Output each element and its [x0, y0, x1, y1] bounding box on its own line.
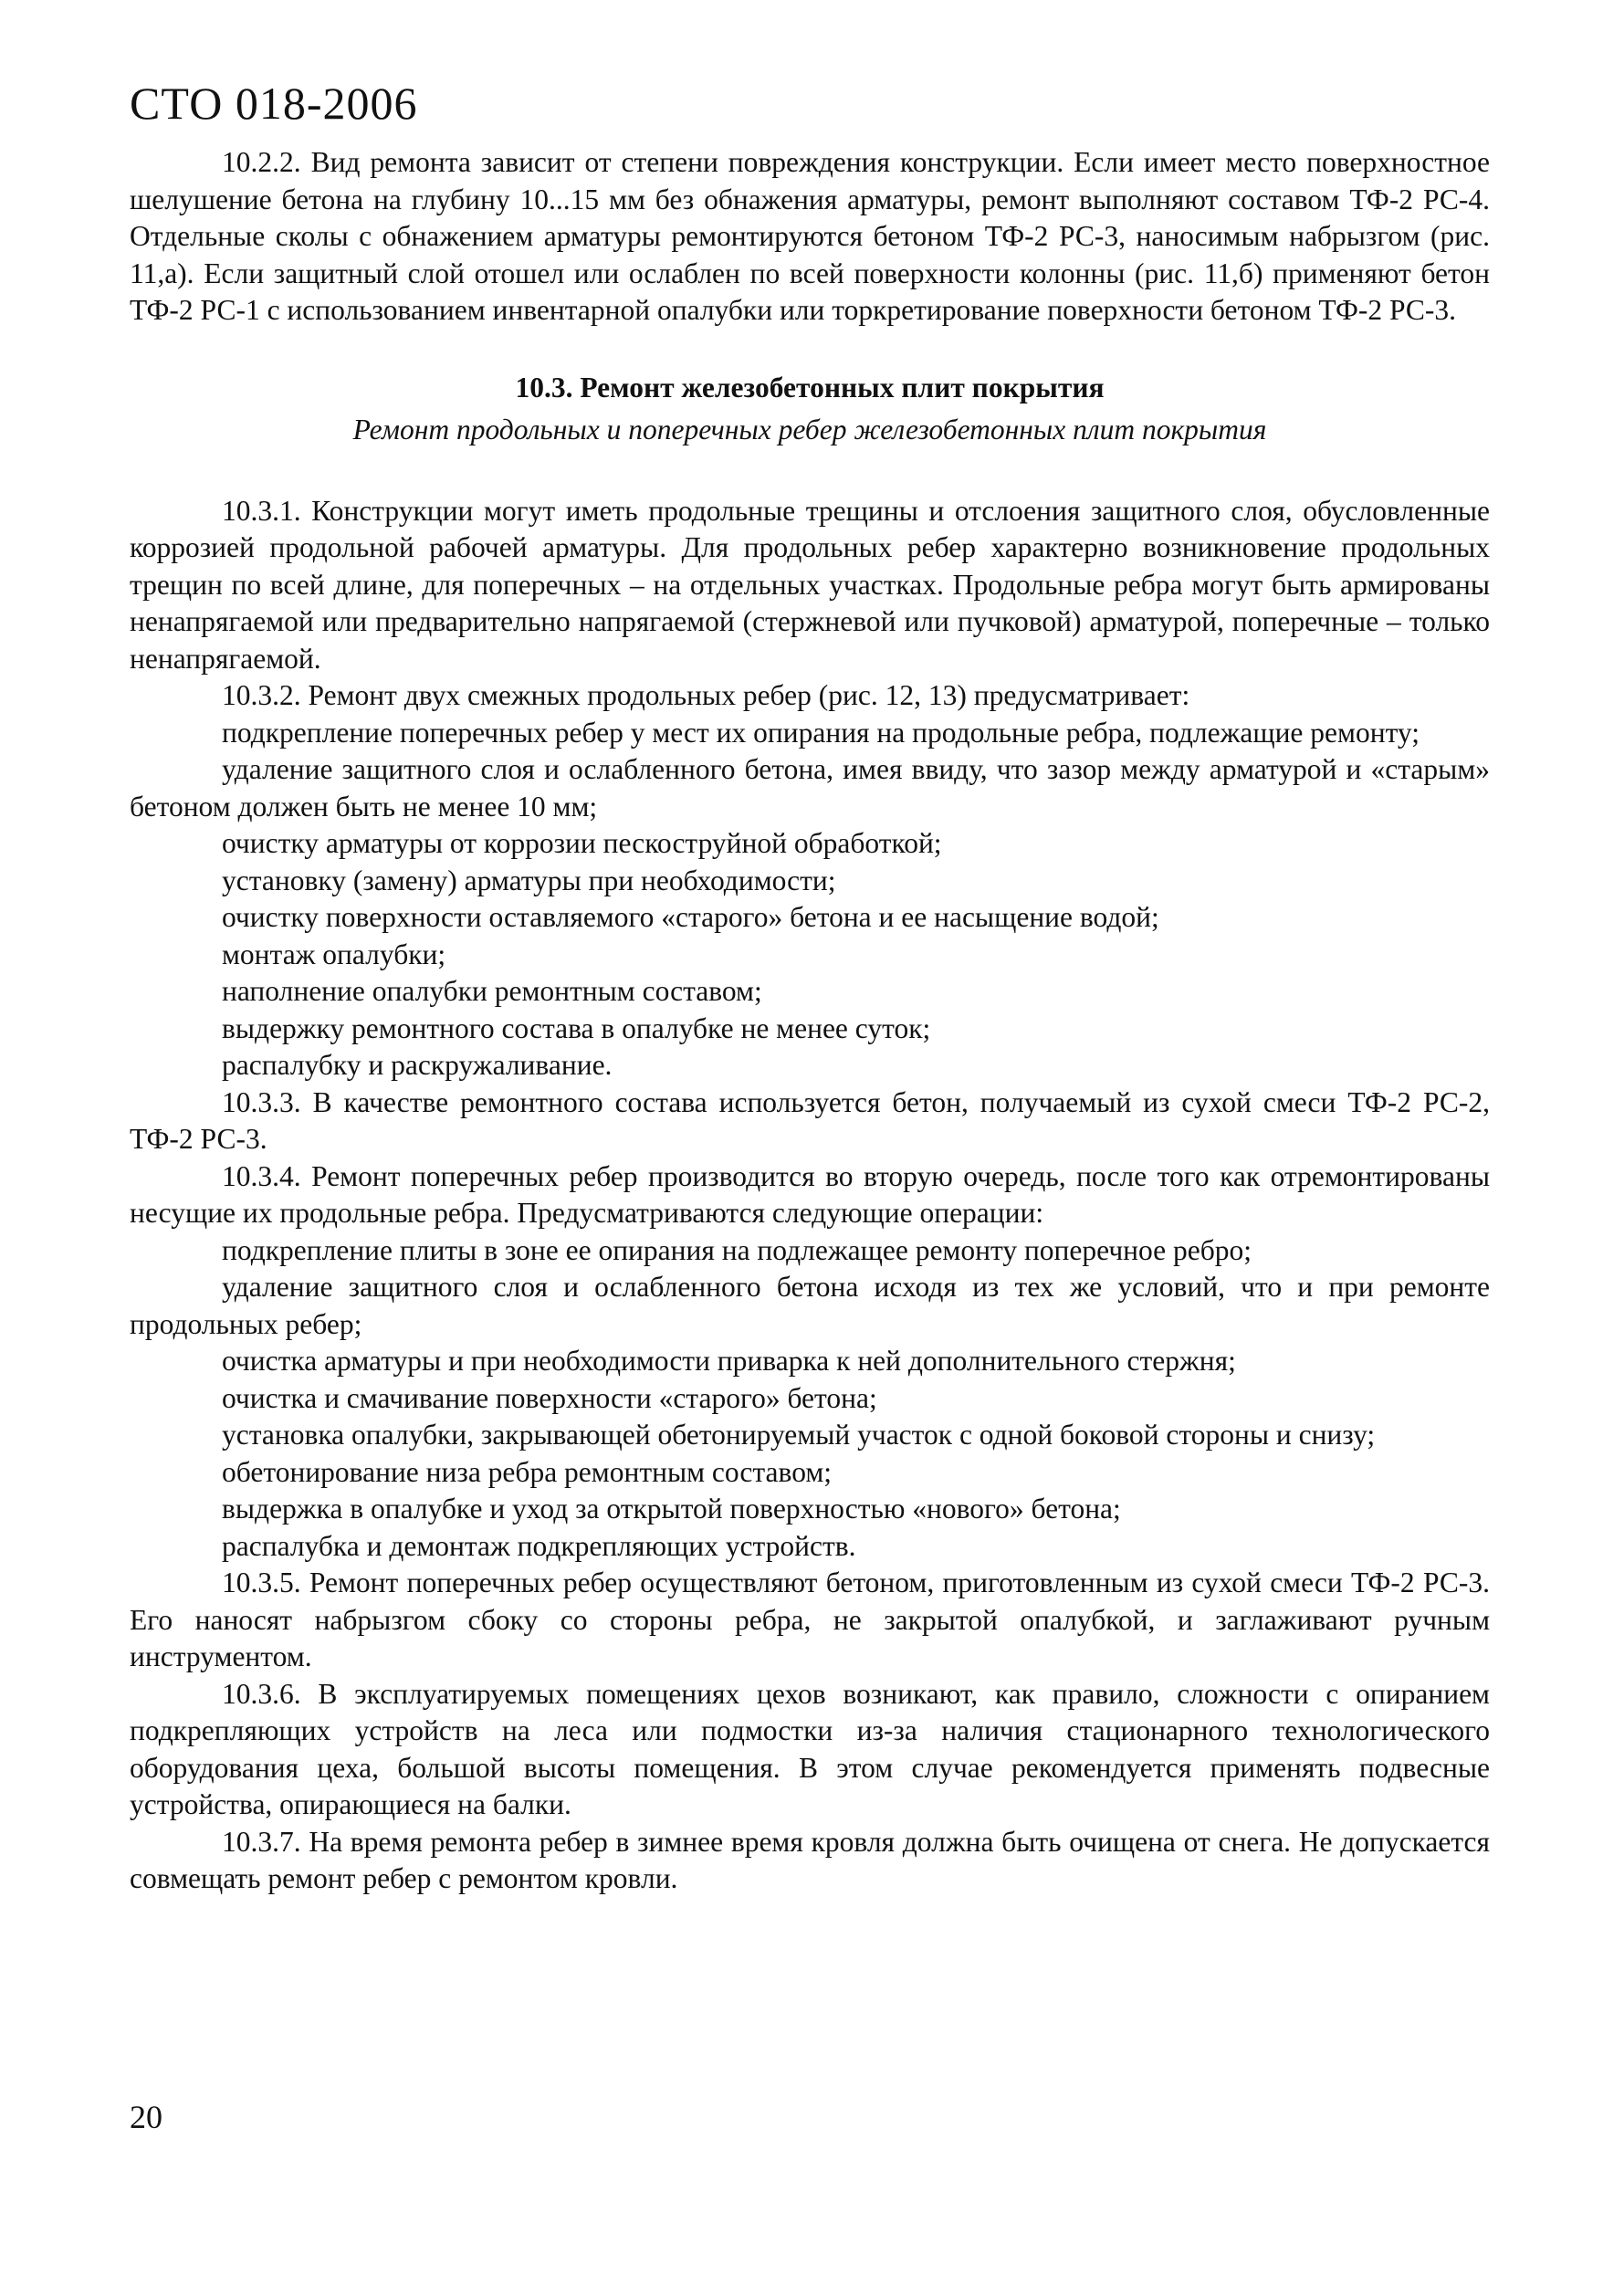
list-item: очистку поверхности оставляемого «старого» бетона и ее насыщение водой; [222, 901, 1159, 933]
paragraph-10-3-5: 10.3.5. Ремонт поперечных ребер осуществляют бетоном, приготовленным из сухой смеси ТФ-2 РС-3. Его наносят набрызгом сбоку со стороны ребра, не закрытой опалубкой, и заглаживают ручным инструментом. [130, 1567, 1490, 1672]
list-item: подкрепление поперечных ребер у мест их опирания на продольные ребра, подлежащие ремонту; [222, 716, 1420, 749]
list-10-3-2 [130, 715, 1490, 1085]
list-item: очистка арматуры и при необходимости приварка к ней дополнительного стержня; [222, 1345, 1236, 1377]
list-item: распалубка и демонтаж подкрепляющих устройств. [222, 1529, 856, 1562]
list-item: выдержку ремонтного состава в опалубке не менее суток; [222, 1011, 931, 1044]
paragraph-10-3-7: 10.3.7. На время ремонта ребер в зимнее время кровля должна быть очищена от снега. Не допускается совмещать ремонт ребер с ремонтом кровли. [130, 1825, 1490, 1894]
list-item: удаление защитного слоя и ослабленного бетона, имея ввиду, что зазор между арматурой и «старым» бетоном должен быть не менее 10 мм; [130, 753, 1490, 823]
list-item: подкрепление плиты в зоне ее опирания на подлежащее ремонту поперечное ребро; [222, 1233, 1252, 1266]
paragraph-10-3-1: 10.3.1. Конструкции могут иметь продольные трещины и отслоения защитного слоя, обусловленные коррозией продольной рабочей арматуры. Для продольных ребер характерно возникновение продольных трещин по всей длине, для поперечных – на отдельных участках. Продольные ребра могут быть армированы ненапрягаемой или предварительно напрягаемой (стержневой или пучковой) арматурой, поперечные – только ненапрягаемой. [130, 494, 1490, 675]
section-title: 10.3. Ремонт железобетонных плит покрытия [515, 371, 1105, 403]
paragraph-10-3-4-intro: 10.3.4. Ремонт поперечных ребер производится во вторую очередь, после того как отремонтированы несущие их продольные ребра. Предусматриваются следующие операции: [130, 1159, 1490, 1229]
paragraph-10-3-2-intro: 10.3.2. Ремонт двух смежных продольных ребер (рис. 12, 13) предусматривает: [222, 679, 1190, 711]
list-item: очистку арматуры от коррозии пескоструйной обработкой; [222, 827, 942, 859]
section-subtitle: Ремонт продольных и поперечных ребер железобетонных плит покрытия [352, 414, 1267, 445]
paragraph-10-2-2: 10.2.2. Вид ремонта зависит от степени повреждения конструкции. Если имеет место поверхностное шелушение бетона на глубину 10...15 мм без обнажения арматуры, ремонт выполняют составом ТФ-2 РС-4. Отдельные сколы с обнажением арматуры ремонтируются бетоном ТФ-2 РС-3, наносимым набрызгом (рис. 11,а). Если защитный слой отошел или ослаблен по всей поверхности колонны (рис. 11,б) применяют бетон ТФ-2 РС-1 с использованием инвентарной опалубки или торкретирование поверхности бетоном ТФ-2 РС-3. [130, 146, 1490, 326]
list-item: очистка и смачивание поверхности «старого» бетона; [222, 1381, 877, 1414]
list-item: монтаж опалубки; [222, 938, 446, 970]
list-item: наполнение опалубки ремонтным составом; [222, 975, 762, 1007]
page-content [130, 144, 1490, 1898]
list-item: удаление защитного слоя и ослабленного бетона исходя из тех же условий, что и при ремонте продольных ребер; [130, 1271, 1490, 1340]
page-number: 20 [130, 2099, 162, 2135]
list-item: установку (замену) арматуры при необходимости; [222, 864, 836, 896]
list-item: распалубку и раскружаливание. [222, 1049, 613, 1081]
paragraph-10-3-6: 10.3.6. В эксплуатируемых помещениях цехов возникают, как правило, сложности с опиранием подкрепляющих устройств на леса или подмостки из-за наличия стационарного технологического оборудования цеха, большой высоты помещения. В этом случае рекомендуется применять подвесные устройства, опирающиеся на балки. [130, 1677, 1490, 1820]
list-item: выдержка в опалубке и уход за открытой поверхностью «нового» бетона; [222, 1493, 1121, 1525]
paragraph-10-3-3: 10.3.3. В качестве ремонтного состава используется бетон, получаемый из сухой смеси ТФ-2 РС-2, ТФ-2 РС-3. [130, 1085, 1490, 1155]
list-item: установка опалубки, закрывающей обетонируемый участок с одной боковой стороны и снизу; [222, 1419, 1376, 1451]
document-code: СТО 018-2006 [130, 78, 418, 129]
list-item: обетонирование низа ребра ремонтным составом; [222, 1455, 833, 1488]
list-10-3-4 [130, 1232, 1490, 1566]
